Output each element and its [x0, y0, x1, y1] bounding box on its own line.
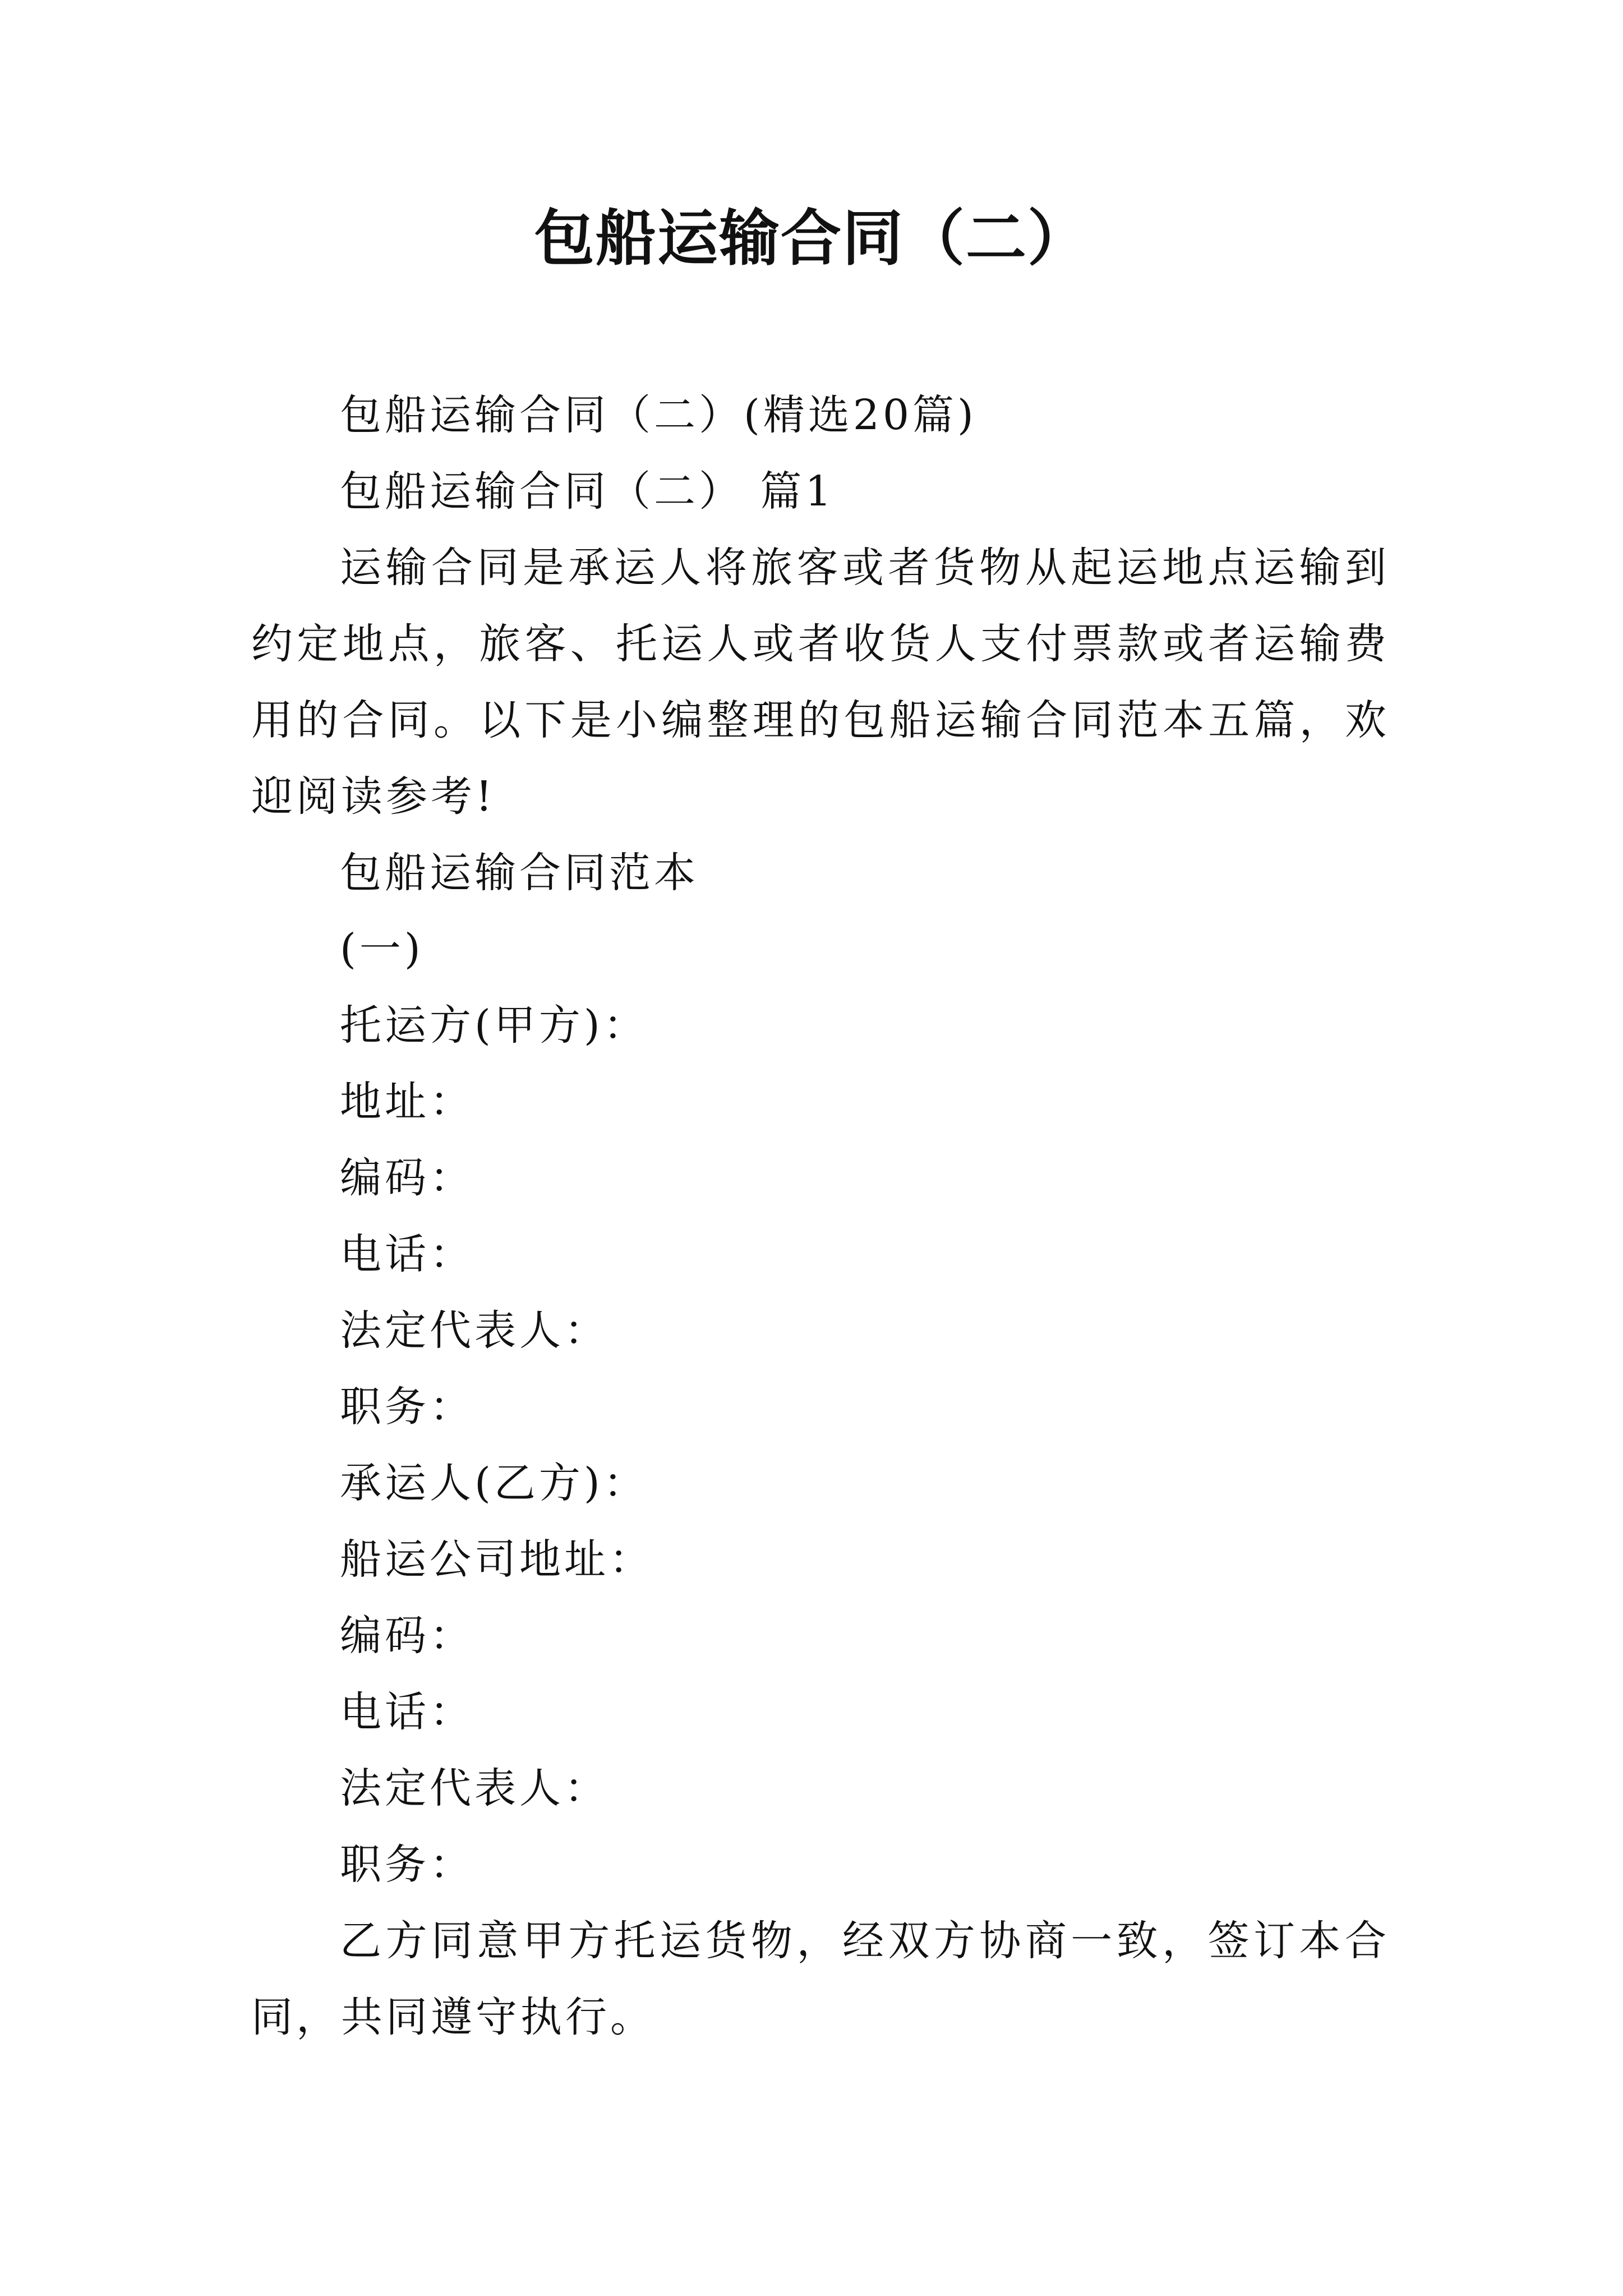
document-body	[251, 377, 1390, 2055]
field-shipper-phone: 电话：	[340, 1230, 474, 1278]
paragraph-part-number: (一)	[340, 925, 424, 973]
document-title: 包船运输合同（二）	[533, 203, 1089, 274]
paragraph-intro: 运输合同是承运人将旅客或者货物从起运地点运输到约定地点，旅客、托运人或者收货人支付票款或者运输费用的合同。以下是小编整理的包船运输合同范本五篇，欢迎阅读参考!	[251, 544, 1390, 821]
field-carrier-address: 船运公司地址：	[340, 1535, 654, 1584]
paragraph-section-heading: 包船运输合同（二） 篇1	[340, 467, 835, 516]
field-carrier-phone: 电话：	[340, 1688, 474, 1736]
field-carrier-postcode: 编码：	[340, 1612, 474, 1660]
field-carrier-position: 职务：	[340, 1841, 474, 1889]
field-carrier: 承运人(乙方)：	[340, 1459, 648, 1507]
paragraph-template-heading: 包船运输合同范本	[340, 849, 699, 897]
field-shipper-postcode: 编码：	[340, 1154, 474, 1202]
paragraph-agreement: 乙方同意甲方托运货物，经双方协商一致，签订本合同，共同遵守执行。	[251, 1917, 1390, 2041]
field-shipper-position: 职务：	[340, 1383, 474, 1431]
field-shipper-legal-rep: 法定代表人：	[340, 1306, 609, 1355]
field-shipper: 托运方(甲方)：	[340, 1001, 648, 1050]
paragraph-subtitle: 包船运输合同（二）(精选20篇)	[340, 391, 977, 439]
field-shipper-address: 地址：	[340, 1078, 474, 1126]
field-carrier-legal-rep: 法定代表人：	[340, 1764, 609, 1812]
